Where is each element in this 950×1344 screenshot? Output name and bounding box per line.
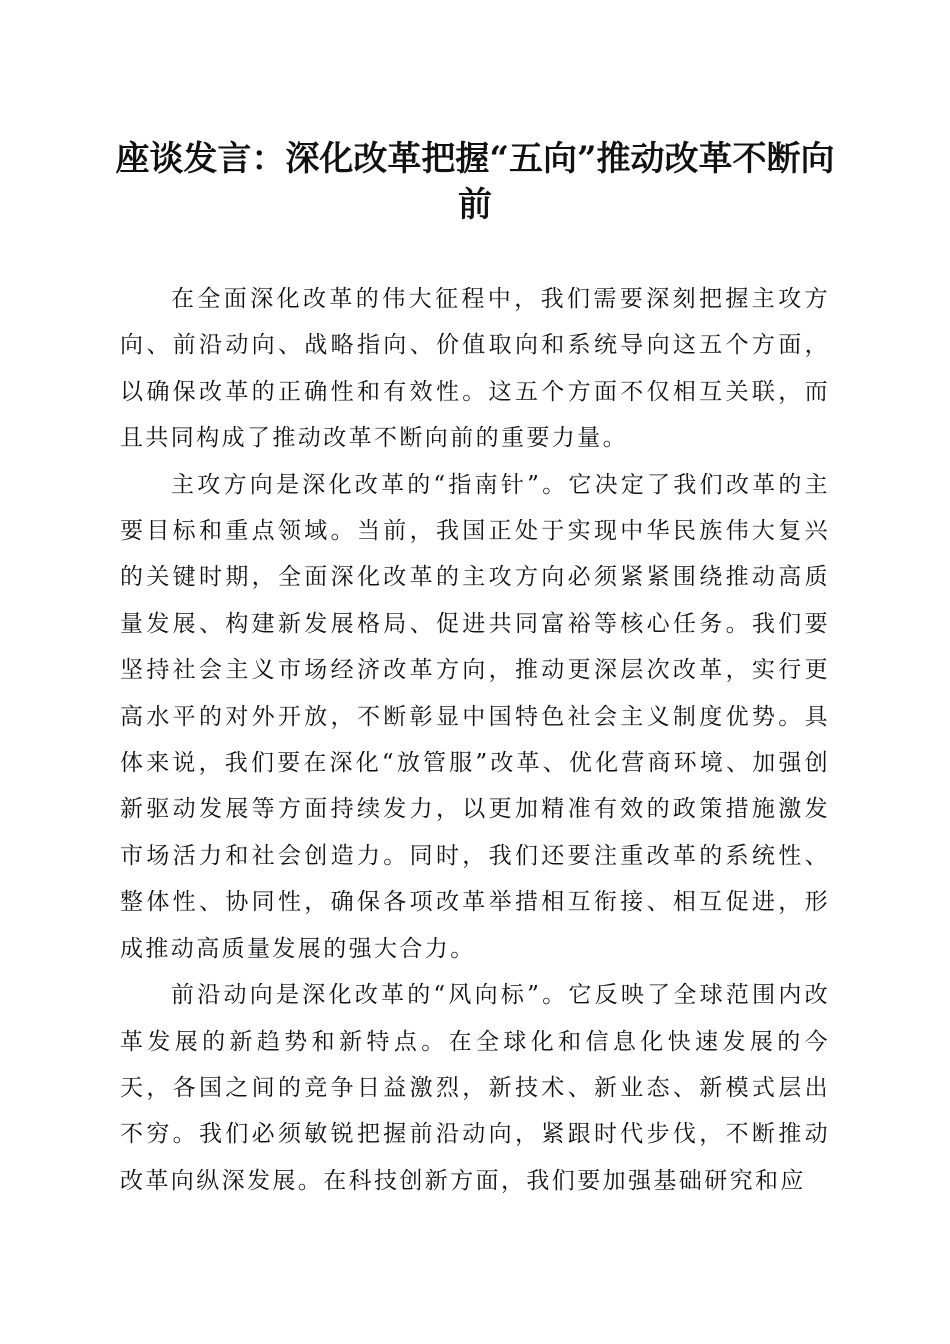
paragraph-frontier-trend: 前沿动向是深化改革的“风向标”。它反映了全球范围内改革发展的新趋势和新特点。在全球化和信息化快速发展的今天，各国之间的竞争日益激烈，新技术、新业态、新模式层出不穷。我们必须敏锐把握前沿动向，紧跟时代步伐，不断推动改革向纵深发展。在科技创新方面，我们要加强基础研究和应 — [120, 982, 830, 1194]
document-body — [120, 276, 830, 1204]
paragraph-intro: 在全面深化改革的伟大征程中，我们需要深刻把握主攻方向、前沿动向、战略指向、价值取向和系统导向这五个方面，以确保改革的正确性和有效性。这五个方面不仅相互关联，而且共同构成了推动改革不断向前的重要力量。 — [120, 286, 830, 452]
document-title: 座谈发言：深化改革把握“五向”推动改革不断向前 — [115, 139, 835, 225]
paragraph-main-direction: 主攻方向是深化改革的“指南针”。它决定了我们改革的主要目标和重点领域。当前，我国正处于实现中华民族伟大复兴的关键时期，全面深化改革的主攻方向必须紧紧围绕推动高质量发展、构建新发展格局、促进共同富裕等核心任务。我们要坚持社会主义市场经济改革方向，推动更深层次改革，实行更高水平的对外开放，不断彰显中国特色社会主义制度优势。具体来说，我们要在深化“放管服”改革、优化营商环境、加强创新驱动发展等方面持续发力，以更加精准有效的政策措施激发市场活力和社会创造力。同时，我们还要注重改革的系统性、整体性、协同性，确保各项改革举措相互衔接、相互促进，形成推动高质量发展的强大合力。 — [120, 471, 830, 962]
